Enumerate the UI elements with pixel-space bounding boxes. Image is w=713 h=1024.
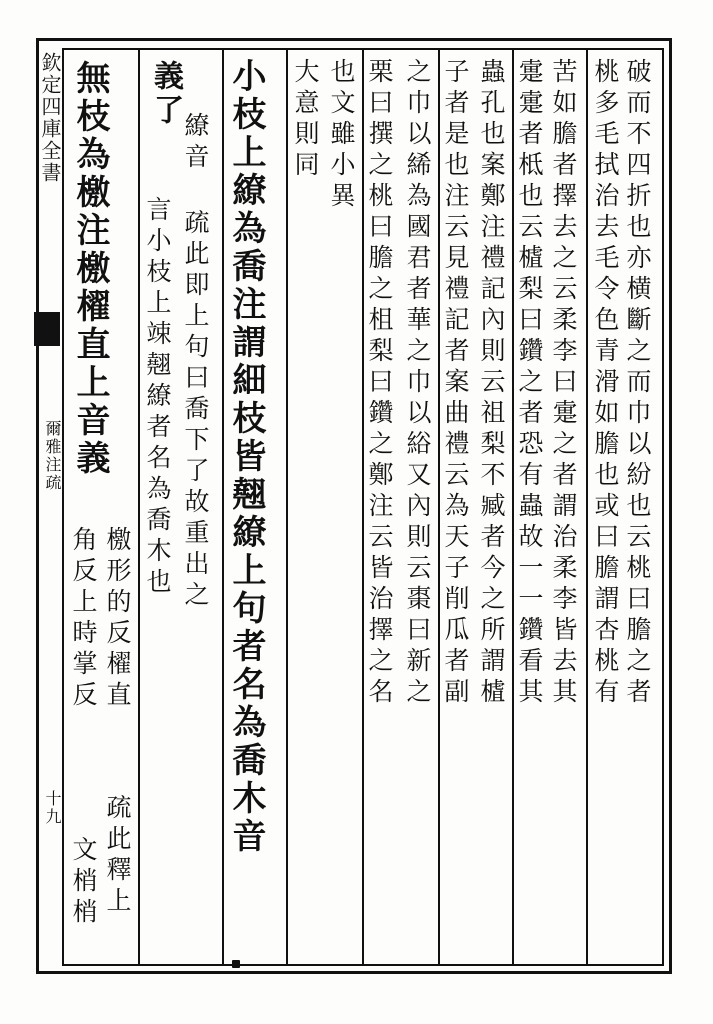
text-column-14: 義了 <box>148 60 183 128</box>
text-column-19: 文梢梢 <box>69 836 98 929</box>
text-column-11: 小枝上繚為喬注謂細枝皆翹繚上句者名為喬木音 <box>226 58 266 856</box>
text-column-6: 子者是也注云見禮記者案曲禮云為天子削瓜者副 <box>441 58 470 709</box>
column-rule <box>512 48 514 966</box>
fishtail-mark <box>34 312 60 346</box>
column-rule <box>286 48 288 966</box>
column-rule <box>222 48 224 966</box>
text-column-2: 桃多毛拭治去毛令色青滑如膽也或曰膽謂杏桃有 <box>591 58 620 709</box>
text-column-17: 角反上時掌反 <box>69 526 98 712</box>
text-column-18: 疏此釋上 <box>103 794 132 918</box>
text-column-16: 檄形的反櫂直 <box>103 526 132 712</box>
text-column-9: 也文雖小異 <box>327 58 356 213</box>
text-column-13: 繚音 疏此即上句曰喬下了故重出之 <box>181 112 210 612</box>
text-column-10: 大意則同 <box>291 58 320 182</box>
column-rule <box>586 48 588 966</box>
column-rule <box>362 48 364 966</box>
text-column-3: 苦如膽者擇去之云柔李曰疐之者謂治柔李皆去其 <box>549 58 578 709</box>
print-mark <box>232 960 240 968</box>
column-rule <box>138 48 140 966</box>
text-column-7: 之巾以絺為國君者華之巾以綌又內則云棗曰新之 <box>403 58 432 709</box>
book-title: 欽定四庫全書 <box>38 52 62 184</box>
page-number: 十九 <box>43 790 62 826</box>
text-column-8: 栗曰撰之桃曰膽之柤梨曰鑽之鄭注云皆治擇之名 <box>365 58 394 709</box>
chapter-title: 爾雅注疏 <box>43 420 62 492</box>
text-column-1: 破而不四折也亦横斷之而巾以紛也云桃曰膽之者 <box>623 58 652 709</box>
text-column-4: 疐疐者柢也云樝梨曰鑽之者恐有蟲故一一鑽看其 <box>515 58 544 709</box>
text-column-5: 蟲孔也案鄭注禮記內則云祖梨不臧者今之所謂樝 <box>477 58 506 709</box>
column-rule <box>438 48 440 966</box>
text-column-15: 無枝為檄注檄櫂直上音義 <box>70 60 110 478</box>
text-column-12: 言小枝上竦翹繚者名為喬木也 <box>143 196 172 599</box>
